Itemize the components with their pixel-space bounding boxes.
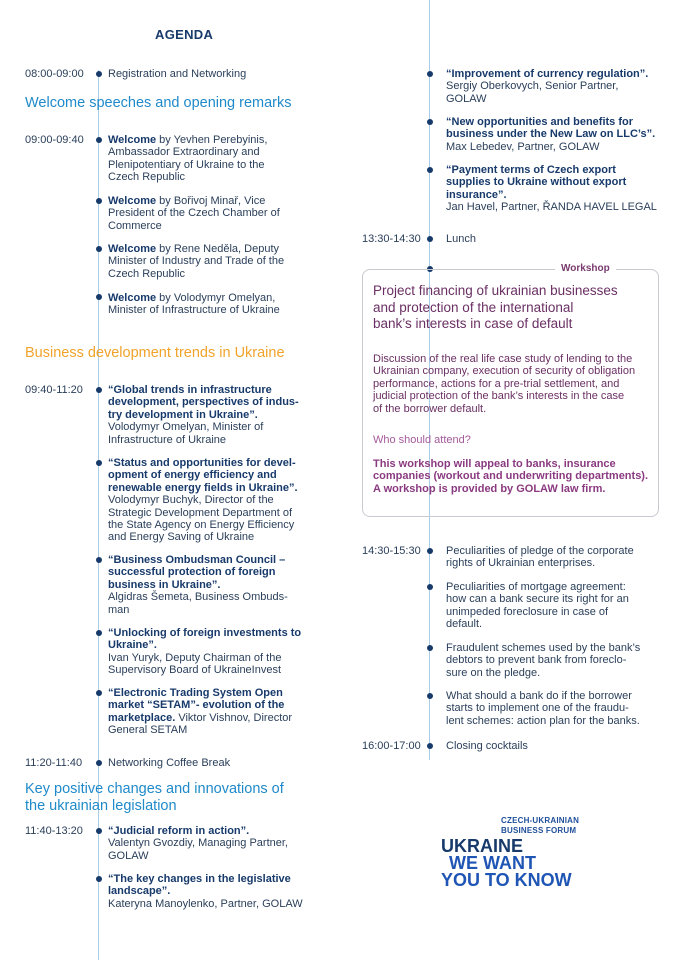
timeline-dot: [96, 630, 102, 636]
workshop-label: Workshop: [555, 263, 616, 274]
export-item: “Payment terms of Czech export supplies to Ukraine without export insurance”. Jan Havel, Partner, ŘANDA HAVEL LEGAL: [446, 164, 657, 214]
timeline-dot: [96, 828, 102, 834]
closing-text: Closing cocktails: [446, 740, 528, 752]
timeline-dot: [427, 119, 433, 125]
closing-time: 16:00-17:00: [362, 740, 421, 752]
pledge-item: Fraudulent schemes used by the bank’s debtors to prevent bank from foreclo- sure on the pledge.: [446, 642, 641, 679]
business-item: “Unlocking of foreign investments to Ukraine”. Ivan Yuryk, Deputy Chairman of the Supervisory Board of UkraineInvest: [108, 627, 302, 677]
coffee-time: 11:20-11:40: [25, 757, 83, 769]
registration-text: Registration and Networking: [108, 68, 247, 80]
logo-line-you-to-know: YOU TO KNOW: [441, 870, 572, 890]
pledge-item: Peculiarities of pledge of the corporate rights of Ukrainian enterprises.: [446, 545, 634, 570]
workshop-audience: This workshop will appeal to banks, insurance companies (workout and underwriting departments). A workshop is provided by GOLAW law firm.: [373, 458, 649, 495]
workshop-description: Discussion of the real life case study of lending to the Ukrainian company, execution of security of obligation performance, actions for a pre-trial settlement, and judicial protection of the bank’s interests in the case of the borrower default.: [373, 353, 636, 415]
timeline-dot: [427, 236, 433, 242]
timeline-dot: [96, 557, 102, 563]
key-time: 11:40-13:20: [25, 825, 83, 837]
registration-time: 08:00-09:00: [25, 68, 84, 80]
business-item: “Status and opportunities for devel- opment of energy efficiency and renewable energy fields in Ukraine”. Volodymyr Buchyk, Director of the Strategic Development Department of the State Agency on Energy Efficiency and Energy Saving of Ukraine: [108, 457, 298, 544]
welcome-item: Welcome by Volodymyr Omelyan, Minister of Infrastructure of Ukraine: [108, 292, 280, 317]
timeline-dot: [96, 876, 102, 882]
welcome-time: 09:00-09:40: [25, 134, 84, 146]
agenda-title: AGENDA: [155, 27, 214, 42]
welcome-item: Welcome by Bořivoj Minař, Vice President of the Czech Chamber of Commerce: [108, 195, 280, 232]
timeline-dot: [427, 693, 433, 699]
lunch-time: 13:30-14:30: [362, 233, 421, 245]
forum-logo: [441, 816, 591, 889]
timeline-dot: [96, 690, 102, 696]
logo-line-ukraine: UKRAINE: [441, 836, 524, 856]
timeline-dot: [427, 167, 433, 173]
llc-item: “New opportunities and benefits for business under the New Law on LLC’s”. Max Lebedev, Partner, GOLAW: [446, 116, 656, 153]
timeline-dot: [96, 198, 102, 204]
business-item: “Business Ombudsman Council – successful protection of foreign business in Ukraine”. Algidras Šemeta, Business Ombuds- man: [108, 554, 288, 616]
pledge-item: Peculiarities of mortgage agreement: how can a bank secure its right for an unimpeded foreclosure in case of default.: [446, 581, 629, 631]
timeline-dot: [427, 743, 433, 749]
key-item: “The key changes in the legislative landscape”. Kateryna Manoylenko, Partner, GOLAW: [108, 873, 303, 910]
timeline-dot: [96, 294, 102, 300]
timeline-dot: [427, 548, 433, 554]
workshop-who-heading: Who should attend?: [373, 434, 471, 446]
timeline-dot: [96, 460, 102, 466]
welcome-item: Welcome by Yevhen Perebyinis, Ambassador Extraordinary and Plenipotentiary of Ukraine to the Czech Republic: [108, 134, 268, 184]
timeline-dot: [96, 137, 102, 143]
coffee-text: Networking Coffee Break: [108, 757, 231, 769]
pledge-item: What should a bank do if the borrower starts to implement one of the fraudu- lent schemes: action plan for the banks.: [446, 690, 640, 727]
key-item: “Judicial reform in action”. Valentyn Gvozdiy, Managing Partner, GOLAW: [108, 825, 288, 862]
timeline-dot: [427, 584, 433, 590]
workshop-title: Project financing of ukrainian businesses and protection of the international bank’s interests in case of default: [373, 283, 618, 331]
pledge-time: 14:30-15:30: [362, 545, 421, 557]
lunch-text: Lunch: [446, 233, 476, 245]
timeline-dot: [96, 760, 102, 766]
business-time: 09:40-11:20: [25, 384, 83, 396]
welcome-item: Welcome by Rene Neděla, Deputy Minister of Industry and Trade of the Czech Republic: [108, 243, 285, 280]
business-section-heading: Business development trends in Ukraine: [25, 345, 285, 361]
timeline-dot: [96, 71, 102, 77]
business-item: “Global trends in infrastructure development, perspectives of indus- try development in Ukraine”. Volodymyr Omelyan, Minister of Infrastructure of Ukraine: [108, 384, 299, 446]
business-item: “Electronic Trading System Open market “SETAM”- evolution of the marketplace. Viktor Vishnov, Director General SETAM: [108, 687, 293, 737]
logo-subtitle: CZECH-UKRAINIAN BUSINESS FORUM: [501, 816, 580, 835]
currency-item: “Improvement of currency regulation”. Sergiy Oberkovych, Senior Partner, GOLAW: [446, 68, 649, 105]
timeline-dot: [96, 246, 102, 252]
key-section-heading: Key positive changes and innovations of the ukrainian legislation: [25, 781, 284, 814]
logo-line-we-want: WE WANT: [449, 853, 536, 873]
welcome-section-heading: Welcome speeches and opening remarks: [25, 95, 292, 111]
timeline-dot: [427, 645, 433, 651]
timeline-dot: [427, 71, 433, 77]
timeline-dot: [96, 387, 102, 393]
